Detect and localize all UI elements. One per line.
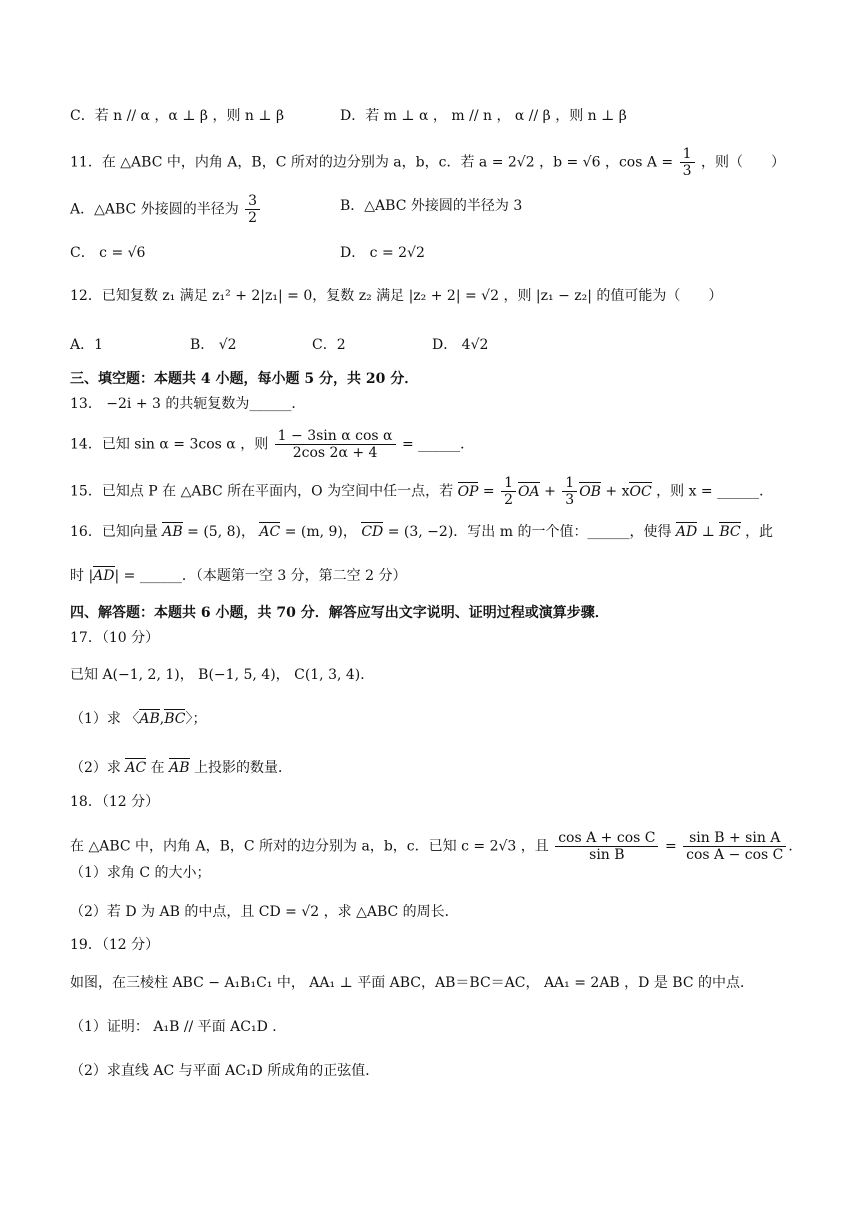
q13: 13． −2i + 3 的共轭复数为______． <box>70 396 306 412</box>
section-4-title: 四、解答题：本题共 6 小题，共 70 分．解答应写出文字说明、证明过程或演算步骤． <box>70 605 609 621</box>
vector-ad: AD <box>675 524 698 540</box>
vector-ab: AB <box>169 760 190 776</box>
q11-fraction: $\frac{1}{3}$ <box>680 146 695 179</box>
vector-ac: AC <box>259 524 281 540</box>
q17-given: 已知 A(−1, 2, 1)， B(−1, 5, 4)， C(1, 3, 4)． <box>70 667 375 683</box>
vector-ad-magnitude: AD <box>93 568 115 584</box>
q11-option-c: C． c = √6 <box>70 245 146 261</box>
q11-stem <box>70 146 785 179</box>
vector-oc: OC <box>629 483 652 500</box>
vector-ab: AB <box>162 524 183 540</box>
q18-fraction-left: $\frac{\text{cos A + cos C}}{\text{sin B}}$ <box>555 830 658 863</box>
q19-header: 19．（12 分） <box>70 937 160 953</box>
q11-option-d: D． c = 2√2 <box>340 245 425 261</box>
q11-stem-tail: ，则（ ） <box>700 154 785 171</box>
q19-part1: （1）证明： A₁B // 平面 AC₁D ． <box>70 1019 287 1035</box>
q18-fraction-right: $\frac{\text{sin B + sin A}}{\text{cos A − cos C}}$ <box>683 830 786 863</box>
q15: 15．已知点 P 在 △ABC 所在平面内，O 为空间中任一点，若 OP = $\frac{1}{2}$ OA + $\frac{1}{3}$ OB + xOC ，则 x = ______． <box>70 475 774 508</box>
q12-option-c: C．2 <box>312 337 346 353</box>
q18-header: 18．（12 分） <box>70 794 160 810</box>
q12-stem: 12．已知复数 z₁ 满足 z₁² + 2|z₁| = 0，复数 z₂ 满足 |z₂ + 2| = √2 ，则 |z₁ − z₂| 的值可能为（ ） <box>70 288 723 304</box>
q16-line1: 16．已知向量 AB = (5, 8)， AC = (m, 9)， CD = (3, −2)．写出 m 的一个值：______，使得 AD ⊥ BC ，此 <box>70 524 774 540</box>
vector-op: OP <box>457 483 479 500</box>
vector-oa: OA <box>518 483 540 500</box>
q11-stem-text: 11．在 △ABC 中，内角 A，B，C 所对的边分别为 a，b，c．若 a = 2√2 ，b = √6 ，cos A = <box>70 154 674 171</box>
q12-option-d: D． 4√2 <box>432 337 489 353</box>
q18-stem: 在 △ABC 中，内角 A，B，C 所对的边分别为 a，b，c．已知 c = 2√3 ，且 $\frac{\text{cos A + cos C}}{\text{sin B}}$ = $\frac{\text{sin B + sin A}}{\text{cos A − cos C}}$ ． <box>70 830 803 863</box>
vector-cd: CD <box>361 524 384 540</box>
q11-option-a: A．△ABC 外接圆的半径为 $\frac{3}{2}$ <box>70 193 262 226</box>
q11-option-b: B．△ABC 外接圆的半径为 3 <box>340 198 523 214</box>
q19-stem: 如图，在三棱柱 ABC − A₁B₁C₁ 中， AA₁ ⊥ 平面 ABC，AB＝BC＝AC， AA₁ = 2AB ，D 是 BC 的中点． <box>70 975 755 991</box>
q17-header: 17．（10 分） <box>70 630 160 646</box>
q12-option-a: A．1 <box>70 337 104 353</box>
q17-part1: （1）求 〈AB,BC〉； <box>70 711 207 727</box>
q12-option-b: B． √2 <box>190 337 237 353</box>
q18-part1: （1）求角 C 的大小； <box>70 865 211 881</box>
q10-option-d: D．若 m ⊥ α ， m // n ， α // β ，则 n ⊥ β <box>340 108 627 124</box>
section-3-title: 三、填空题：本题共 4 小题，每小题 5 分，共 20 分． <box>70 371 419 387</box>
vector-bc: BC <box>164 711 186 727</box>
vector-ab: AB <box>139 711 160 727</box>
vector-bc: BC <box>719 524 741 540</box>
q17-part2: （2）求 AC 在 AB 上投影的数量． <box>70 760 292 776</box>
vector-ac: AC <box>125 760 147 776</box>
q18-part2: （2）若 D 为 AB 的中点，且 CD = √2 ，求 △ABC 的周长． <box>70 904 459 920</box>
q14-fraction: $\frac{\text{1 − 3sin α cos α}}{2\cos 2\alpha + 4}$ <box>275 428 396 461</box>
q16-line2: 时 |AD| = ______．（本题第一空 3 分，第二空 2 分） <box>70 568 407 584</box>
q19-part2: （2）求直线 AC 与平面 AC₁D 所成角的正弦值． <box>70 1063 380 1079</box>
vector-ob: OB <box>579 483 601 500</box>
q10-option-c: C．若 n // α ，α ⊥ β ，则 n ⊥ β <box>70 108 285 124</box>
q14: 14．已知 sin α = 3cos α ，则 $\frac{\text{1 − 3sin α cos α}}{2\cos 2\alpha + 4}$ = ______． <box>70 428 475 461</box>
